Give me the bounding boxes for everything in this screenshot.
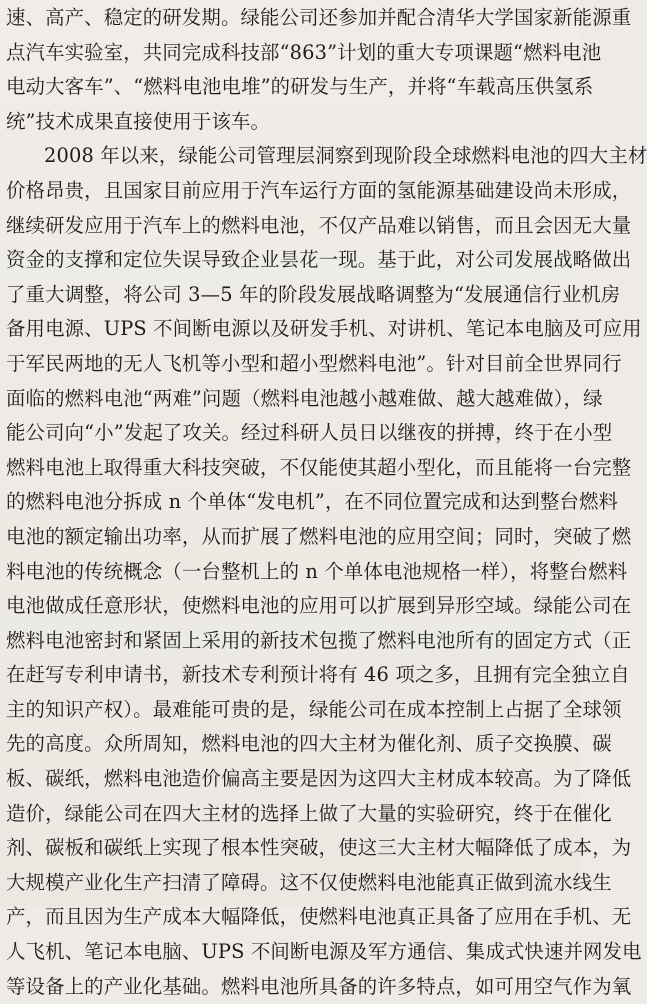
text-line-1: 速、高产、稳定的研发期。绿能公司还参加并配合清华大学国家新能源重: [6, 6, 632, 29]
text-line-16: 电池的额定输出功率，从而扩展了燃料电池的应用空间；同时，突破了燃: [6, 524, 632, 548]
text-line-15: 的燃料电池分拆成 n 个单体“发电机”，在不同位置完成和达到整台燃料: [6, 490, 619, 514]
text-line-18: 电池做成任意形状，使燃料电池的应用可以扩展到异形空域。绿能公司在: [6, 594, 632, 618]
text-line-29: 等设备上的产业化基础。燃料电池所具备的许多特点，如可用空气作为氧: [6, 974, 632, 998]
text-line-11: 于军民两地的无人飞机等小型和超小型燃料电池”。针对目前全世界同行: [6, 351, 622, 375]
text-line-20: 在赶写专利申请书，新技术专利预计将有 46 项之多，且拥有完全独立自: [6, 663, 630, 687]
text-line-27: 产，而且因为生产成本大幅降低，使燃料电池真正具备了应用在手机、无: [6, 905, 632, 929]
text-line-2: 点汽车实验室，共同完成科技部“863”计划的重大专项课题“燃料电池: [6, 40, 602, 64]
text-line-3: 电动大客车”、“燃料电池电堆”的研发与生产，并将“车载高压供氢系: [6, 75, 594, 99]
text-line-12: 面临的燃料电池“两难”问题（燃料电池越小越难做、越大越难做），绿: [6, 386, 603, 410]
text-line-28: 人飞机、笔记本电脑、UPS 不间断电源及军方通信、集成式快速并网发电: [6, 940, 642, 964]
text-line-6: 价格昂贵，且国家目前应用于汽车运行方面的氢能源基础建设尚未形成，: [6, 178, 632, 202]
paragraph-2-first-line: 2008 年以来，绿能公司管理层洞察到现阶段全球燃料电池的四大主材: [44, 144, 647, 168]
text-line-23: 板、碳纸，燃料电池造价偏高主要是因为这四大主材成本较高。为了降低: [6, 767, 632, 791]
text-line-24: 造价，绿能公司在四大主材的选择上做了大量的实验研究，终于在催化: [6, 801, 612, 825]
text-line-26: 大规模产业化生产扫清了障碍。这不仅使燃料电池能真正做到流水线生: [6, 870, 612, 894]
text-line-14: 燃料电池上取得重大科技突破，不仅能使其超小型化，而且能将一台完整: [6, 455, 632, 479]
text-line-10: 备用电源、UPS 不间断电源以及研发手机、对讲机、笔记本电脑及可应用: [6, 317, 642, 341]
text-line-8: 资金的支撑和定位失误导致企业昙花一现。基于此，对公司发展战略做出: [6, 248, 632, 272]
text-line-4: 统”技术成果直接使用于该车。: [6, 109, 271, 133]
text-line-21: 主的知识产权）。最难能可贵的是，绿能公司在成本控制上占据了全球领: [6, 697, 622, 721]
text-line-13: 能公司向“小”发起了攻关。经过科研人员日以继夜的拼搏，终于在小型: [6, 421, 613, 445]
text-line-25: 剂、碳板和碳纸上实现了根本性突破，使这三大主材大幅降低了成本，为: [6, 836, 632, 860]
text-line-7: 继续研发应用于汽车上的燃料电池，不仅产品难以销售，而且会因无大量: [6, 213, 632, 237]
text-line-17: 料电池的传统概念（一台整机上的 n 个单体电池规格一样），将整台燃料: [6, 559, 628, 583]
text-line-9: 了重大调整，将公司 3—5 年的阶段发展战略调整为“发展通信行业机房: [6, 282, 621, 306]
text-line-22: 先的高度。众所周知，燃料电池的四大主材为催化剂、质子交换膜、碳: [6, 732, 612, 756]
text-line-19: 燃料电池密封和紧固上采用的新技术包揽了燃料电池所有的固定方式（正: [6, 628, 632, 652]
